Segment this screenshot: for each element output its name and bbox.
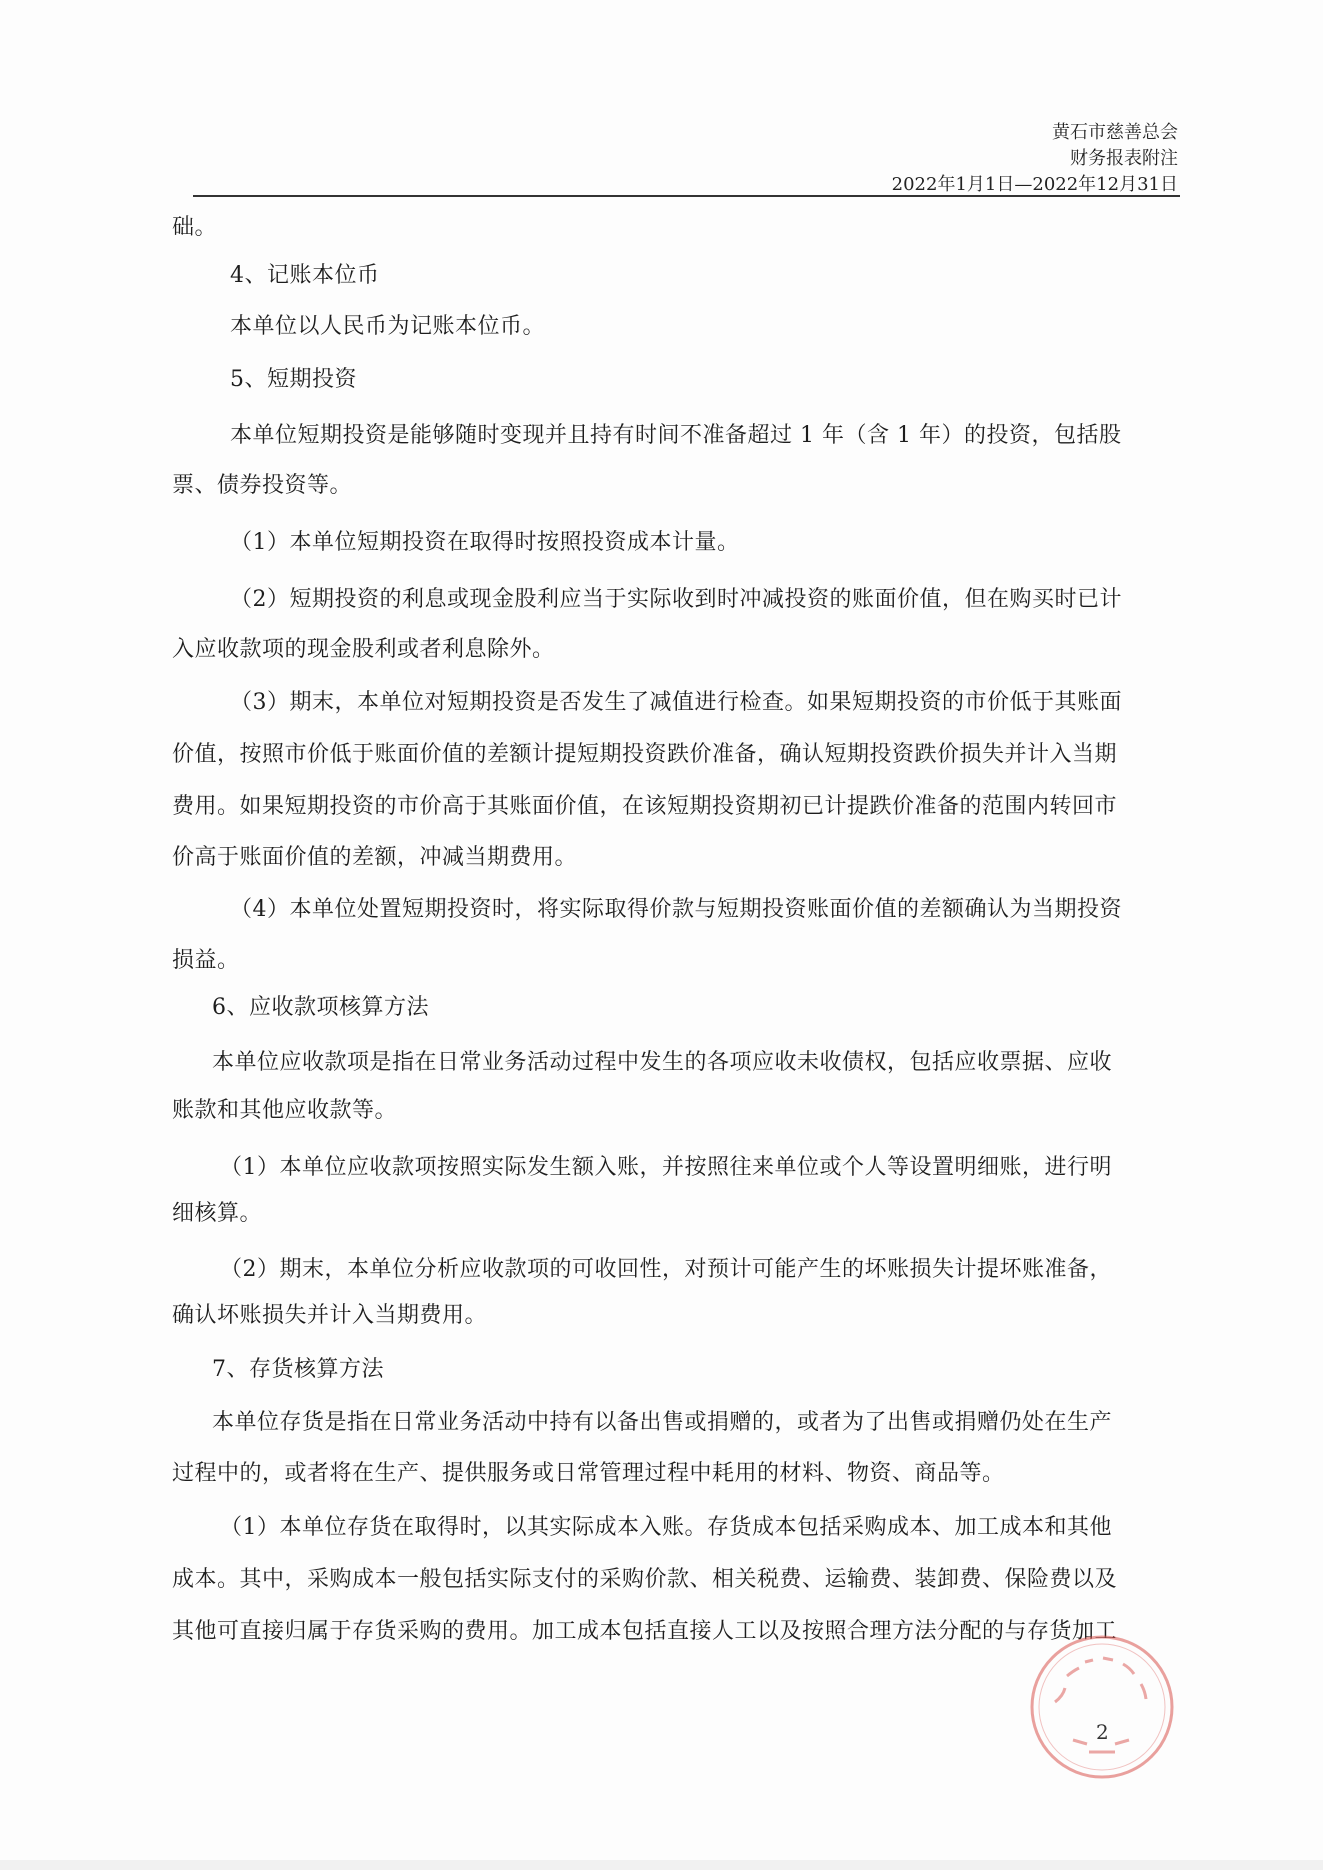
text-line: 细核算。: [172, 1201, 263, 1226]
text-line: 价值，按照市价低于账面价值的差额计提短期投资跌价准备，确认短期投资跌价损失并计入当期: [172, 742, 1118, 767]
document-body: [172, 0, 1177, 1870]
section-heading: 7、存货核算方法: [212, 1357, 384, 1382]
section-heading: 4、记账本位币: [230, 263, 380, 288]
text-line: 票、债券投资等。: [172, 473, 353, 498]
text-line: （4）本单位处置短期投资时，将实际取得价款与短期投资账面价值的差额确认为当期投资: [230, 897, 1123, 922]
text-line: 账款和其他应收款等。: [172, 1098, 398, 1123]
text-line: 确认坏账损失并计入当期费用。: [172, 1303, 488, 1328]
text-line: （3）期末，本单位对短期投资是否发生了减值进行检查。如果短期投资的市价低于其账面: [230, 690, 1123, 715]
text-line: （1）本单位短期投资在取得时按照投资成本计量。: [230, 530, 740, 555]
section-heading: 6、应收款项核算方法: [212, 995, 429, 1020]
text-line: 本单位短期投资是能够随时变现并且持有时间不准备超过 1 年（含 1 年）的投资，包括股: [230, 423, 1122, 448]
scan-bottom-edge: [0, 1860, 1323, 1870]
text-line: 成本。其中，采购成本一般包括实际支付的采购价款、相关税费、运输费、装卸费、保险费以及: [172, 1567, 1118, 1592]
text-line: 其他可直接归属于存货采购的费用。加工成本包括直接人工以及按照合理方法分配的与存货加工: [172, 1619, 1118, 1644]
header-org: 黄石市慈善总会: [1052, 122, 1178, 143]
text-line: 损益。: [172, 948, 240, 973]
text-line: （2）短期投资的利息或现金股利应当于实际收到时冲减投资的账面价值，但在购买时已计: [230, 587, 1123, 612]
text-line: 入应收款项的现金股利或者利息除外。: [172, 637, 555, 662]
header-doc-title: 财务报表附注: [1070, 148, 1178, 169]
text-line: 费用。如果短期投资的市价高于其账面价值，在该短期投资期初已计提跌价准备的范围内转回市: [172, 794, 1118, 819]
auditor-seal-stamp: [1027, 1632, 1177, 1782]
text-line: （1）本单位应收款项按照实际发生额入账，并按照往来单位或个人等设置明细账，进行明: [220, 1155, 1113, 1180]
text-line: （1）本单位存货在取得时，以其实际成本入账。存货成本包括采购成本、加工成本和其他: [220, 1515, 1113, 1540]
page-number: 2: [1096, 1720, 1109, 1744]
header-period: 2022年1月1日—2022年12月31日: [891, 174, 1178, 195]
section-heading: 5、短期投资: [230, 367, 357, 392]
text-line: 础。: [172, 215, 218, 240]
text-line: 价高于账面价值的差额，冲减当期费用。: [172, 845, 578, 870]
text-line: （2）期末，本单位分析应收款项的可收回性，对预计可能产生的坏账损失计提坏账准备，: [220, 1257, 1113, 1282]
text-line: 过程中的，或者将在生产、提供服务或日常管理过程中耗用的材料、物资、商品等。: [172, 1461, 1005, 1486]
text-line: 本单位应收款项是指在日常业务活动过程中发生的各项应收未收债权，包括应收票据、应收: [212, 1050, 1113, 1075]
text-line: 本单位以人民币为记账本位币。: [230, 314, 546, 339]
text-line: 本单位存货是指在日常业务活动中持有以备出售或捐赠的，或者为了出售或捐赠仍处在生产: [212, 1410, 1113, 1435]
